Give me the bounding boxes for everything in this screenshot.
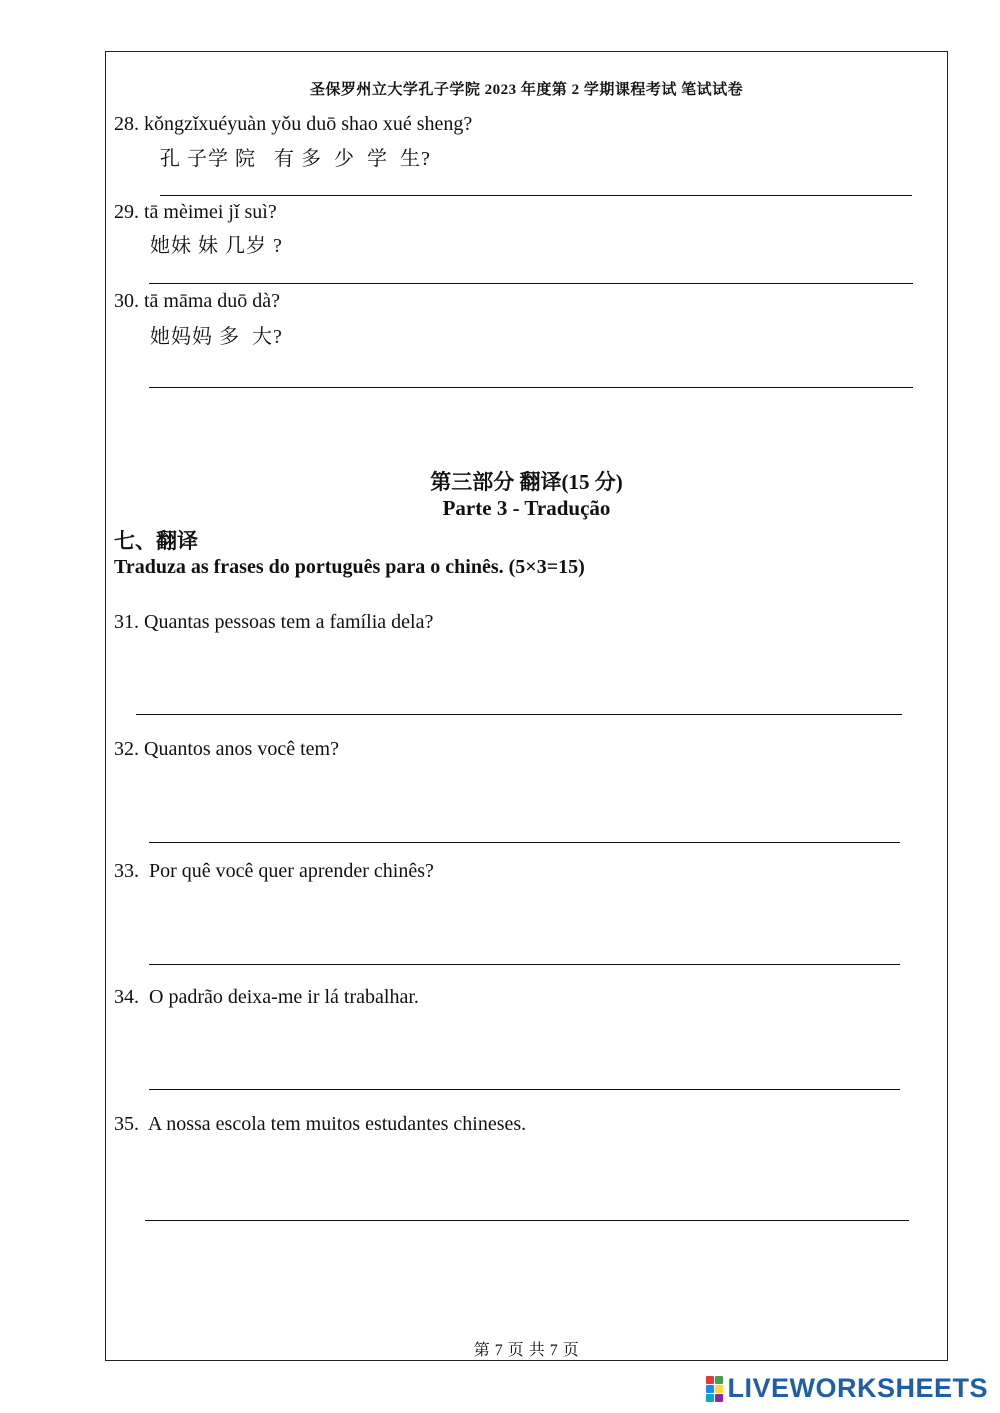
answer-line-34[interactable] [149,1089,900,1090]
answer-line-32[interactable] [149,842,900,843]
question-number: 31. [114,611,139,633]
question-33 [114,860,434,883]
question-number: 32. [114,738,139,760]
answer-line-31[interactable] [136,714,902,715]
question-text: O padrão deixa-me ir lá trabalhar. [144,986,419,1008]
section-title-portuguese: Parte 3 - Tradução [442,496,611,520]
brand-name: LIVEWORKSHEETS [727,1373,988,1403]
question-text: Quantos anos você tem? [144,738,339,760]
page-number: 第 7 页 共 7 页 [473,1342,580,1359]
question-28-hanzi: 孔 子学 院 有 多 少 学 生? [160,148,431,170]
section-instruction: Traduza as frases do português para o chinês. (5×3=15) [114,556,585,578]
question-number: 29. [114,201,139,223]
question-34 [114,986,419,1009]
logo-block [715,1376,723,1384]
logo-block [706,1376,714,1384]
answer-line-28[interactable] [160,195,912,196]
question-number: 35. [114,1113,139,1135]
section-title-chinese: 第三部分 翻译(15 分) [430,470,623,494]
question-text: Quantas pessoas tem a família dela? [144,611,434,633]
answer-line-30[interactable] [149,387,913,388]
question-31 [114,611,433,634]
logo-block [715,1394,723,1402]
exam-header: 圣保罗州立大学孔子学院 2023 年度第 2 学期课程考试 笔试试卷 [309,82,744,98]
question-text: A nossa escola tem muitos estudantes chineses. [144,1113,527,1135]
logo-block [706,1394,714,1402]
section-heading: 七、翻译 [114,529,198,553]
logo-block [706,1385,714,1393]
question-text: Por quê você quer aprender chinês? [144,860,434,882]
question-28 [114,113,472,136]
question-30-hanzi: 她妈妈 多 大? [150,326,283,348]
question-30 [114,290,280,313]
liveworksheets-logo [706,1373,988,1404]
answer-line-33[interactable] [149,964,900,965]
answer-line-35[interactable] [145,1220,909,1221]
question-number: 28. [114,113,139,135]
question-35 [114,1113,526,1136]
question-number: 34. [114,986,139,1008]
question-32 [114,738,339,761]
question-number: 30. [114,290,139,312]
question-pinyin: tā mèimei jǐ suì? [144,201,277,223]
question-pinyin: kǒngzǐxuéyuàn yǒu duō shao xué sheng? [144,113,473,135]
question-number: 33. [114,860,139,882]
question-29 [114,201,277,224]
question-pinyin: tā māma duō dà? [144,290,281,312]
question-29-hanzi: 她妹 妹 几岁 ? [150,235,283,257]
logo-block [715,1385,723,1393]
logo-blocks-icon [706,1376,723,1402]
answer-line-29[interactable] [149,283,913,284]
